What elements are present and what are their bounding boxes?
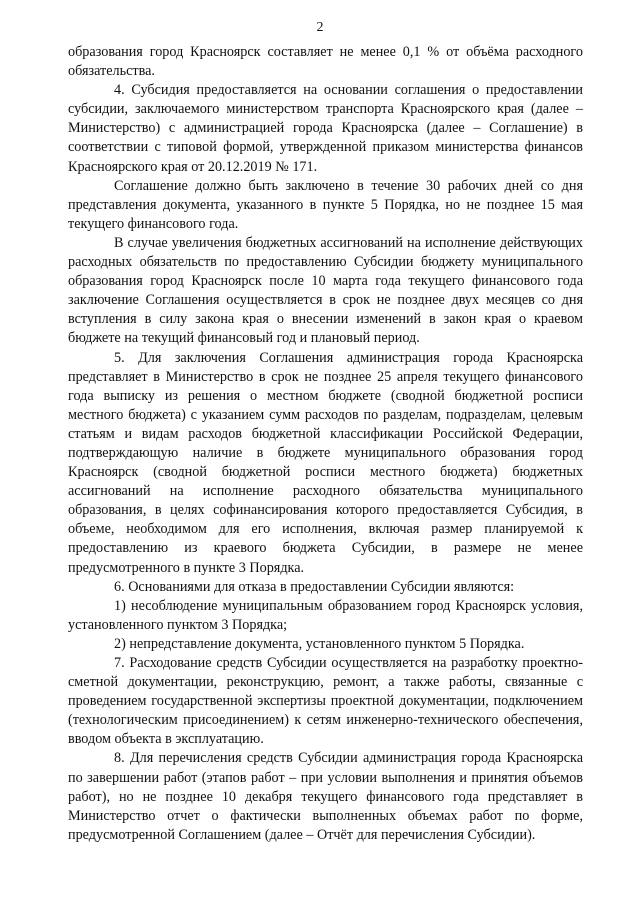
paragraph-item-6-2: 2) непредставление документа, установленного пунктом 5 Порядка. [114, 635, 525, 652]
paragraph-item-6-1: 1) несоблюдение муниципальным образованием город Красноярск условия, установленного пунктом 3 Порядка; [68, 597, 583, 633]
paragraph-budget-increase: В случае увеличения бюджетных ассигнований на исполнение действующих расходных обязательств по предоставлению Субсидии бюджету муниципального образования город Красноярск после 10 марта года текущего финансового года заключение Соглашения осуществляется в срок не позднее двух месяцев со дня вступления в силу закона края о внесении изменений в закон края о краевом бюджете на текущий финансовый год и плановый период. [68, 234, 583, 347]
paragraph-item-8: 8. Для перечисления средств Субсидии администрация города Красноярска по завершении работ (этапов работ – при условии выполнения и принятия объемов работ), но не позднее 10 декабря текущего финансового года представляет в Министерство отчет о фактически выполненных объемах работ по форме, предусмотренной Соглашением (далее – Отчёт для перечисления Субсидии). [68, 750, 583, 843]
paragraph-continuation: образования город Красноярск составляет не менее 0,1 % от объёма расходного обязательства. [68, 44, 583, 80]
document-body [68, 43, 583, 845]
page-number: 2 [316, 20, 324, 35]
paragraph-item-6: 6. Основаниями для отказа в предоставлении Субсидии являются: [114, 578, 515, 595]
paragraph-item-5: 5. Для заключения Соглашения администрация города Красноярска представляет в Министерство в срок не позднее 25 апреля текущего финансового года выписку из решения о местном бюджете (сводной бюджетной росписи местного бюджета) с указанием сумм расходов по разделам, подразделам, целевым статьям и видам расходов бюджетной классификации Российской Федерации, подтверждающую наличие в бюджете муниципального образования город Красноярск (сводной бюджетной росписи местного бюджета) бюджетных ассигнований на исполнение расходного обязательства муниципального образования, в целях софинансирования которого предоставляется Субсидия, в объеме, необходимом для его исполнения, включая размер планируемой к предоставлению из краевого бюджета Субсидии, в размере не менее предусмотренного в пункте 3 Порядка. [68, 349, 583, 576]
paragraph-agreement-deadline: Соглашение должно быть заключено в течение 30 рабочих дней со дня представления документа, указанного в пункте 5 Порядка, но не позднее 15 мая текущего финансового года. [68, 177, 583, 232]
paragraph-item-7: 7. Расходование средств Субсидии осуществляется на разработку проектно-сметной документации, реконструкцию, ремонт, а также работы, связанные с проведением государственной экспертизы проектной документации, подключением (технологическим присоединением) к сетям инженерно-технического обеспечения, вводом объекта в эксплуатацию. [68, 655, 583, 748]
paragraph-item-4: 4. Субсидия предоставляется на основании соглашения о предоставлении субсидии, заключаемого министерством транспорта Красноярского края (далее – Министерство) с администрацией города Красноярска (далее – Соглашение) в соответствии с типовой формой, утвержденной приказом министерства финансов Красноярского края от 20.12.2019 № 171. [68, 82, 583, 175]
